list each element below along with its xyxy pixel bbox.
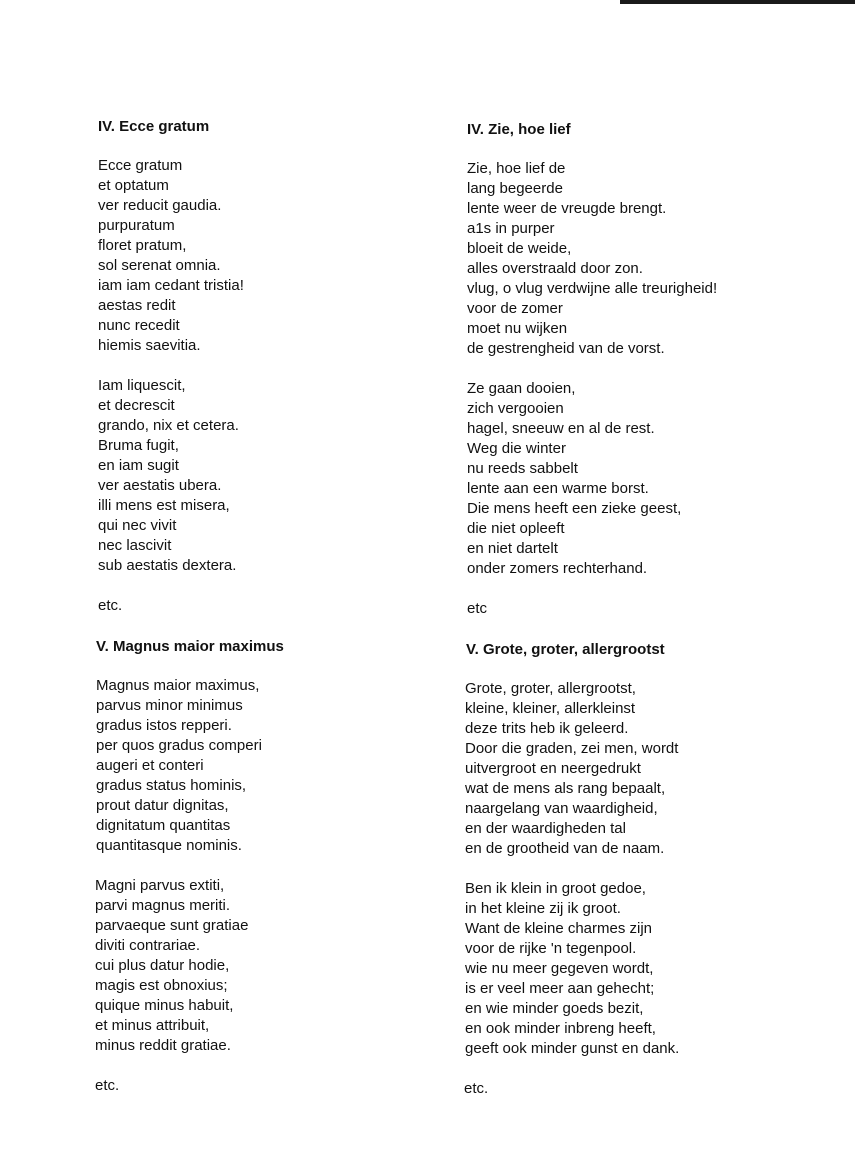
etc-label: etc. [95,1077,120,1094]
poem-line: naargelang van waardigheid, [465,800,658,817]
poem-line: vlug, o vlug verdwijne alle treurigheid! [467,280,718,297]
poem-line: en de grootheid van de naam. [465,840,665,857]
poem-line: is er veel meer aan gehecht; [465,980,655,997]
poem-line: cui plus datur hodie, [95,957,230,974]
stanza [98,156,244,356]
poem-line: illi mens est misera, [98,497,230,514]
poem-line: per quos gradus comperi [96,737,262,754]
poem-line: parvi magnus meriti. [95,897,231,914]
poem-line: Iam liquescit, [98,377,186,394]
poem-line: iam iam cedant tristia! [98,277,244,294]
poem-line: et decrescit [98,397,175,414]
poem-line: Magni parvus extiti, [95,877,225,894]
right-section-5 [466,640,665,660]
poem-line: en niet dartelt [467,540,558,557]
poem-line: a1s in purper [467,220,555,237]
section-title: V. Grote, groter, allergrootst [466,641,665,658]
poem-line: grando, nix et cetera. [98,417,239,434]
poem-line: magis est obnoxius; [95,977,228,994]
poem-line: en iam sugit [98,457,179,474]
poem-line: kleine, kleiner, allerkleinst [465,700,636,717]
poem-line: hiemis saevitia. [98,337,201,354]
poem-line: Magnus maior maximus, [96,677,260,694]
poem-line: Ben ik klein in groot gedoe, [465,880,646,897]
stanza [467,379,681,579]
stanza [465,679,678,859]
poem-line: Weg die winter [467,440,566,457]
stanza [98,376,239,576]
poem-line: voor de zomer [467,300,563,317]
poem-line: gradus status hominis, [96,777,247,794]
poem-line: floret pratum, [98,237,187,254]
stanza [96,676,262,856]
poem-line: nec lascivit [98,537,172,554]
poem-line: lang begeerde [467,180,563,197]
poem-line: onder zomers rechterhand. [467,560,648,577]
poem-line: dignitatum quantitas [96,817,231,834]
etc-label: etc. [98,597,123,614]
stanza [95,876,248,1056]
poem-line: ver reducit gaudia. [98,197,222,214]
poem-line: quique minus habuit, [95,997,234,1014]
etc-label: etc [467,600,488,617]
poem-line: lente aan een warme borst. [467,480,649,497]
poem-line: minus reddit gratiae. [95,1037,231,1054]
poem-line: diviti contrariae. [95,937,201,954]
left-section-4-stanza-1 [98,156,244,356]
poem-line: Zie, hoe lief de [467,160,566,177]
poem-line: die niet opleeft [467,520,565,537]
right-section-4 [467,120,571,140]
poem-line: purpuratum [98,217,175,234]
left-section-5 [96,637,284,657]
poem-line: quantitasque nominis. [96,837,242,854]
poem-line: aestas redit [98,297,176,314]
poem-line: sub aestatis dextera. [98,557,237,574]
section-title: IV. Ecce gratum [98,118,210,135]
poem-line: geeft ook minder gunst en dank. [465,1040,680,1057]
poem-line: Want de kleine charmes zijn [465,920,653,937]
poem-line: Ze gaan dooien, [467,380,576,397]
poem-line: lente weer de vreugde brengt. [467,200,667,217]
poem-line: wie nu meer gegeven wordt, [465,960,654,977]
poem-line: et minus attribuit, [95,1017,210,1034]
left-section-5-stanza-1 [96,676,262,856]
poem-line: et optatum [98,177,169,194]
poem-line: uitvergroot en neergedrukt [465,760,641,777]
poem-line: voor de rijke 'n tegenpool. [465,940,637,957]
poem-line: qui nec vivit [98,517,177,534]
poem-line: Ecce gratum [98,157,183,174]
poem-line: gradus istos repperi. [96,717,232,734]
poem-line: deze trits heb ik geleerd. [465,720,629,737]
right-section-5-stanza-1 [465,679,678,859]
poem-line: augeri et conteri [96,757,204,774]
stanza [465,879,679,1059]
poem-line: de gestrengheid van de vorst. [467,340,665,357]
poem-line: bloeit de weide, [467,240,572,257]
poem-line: parvus minor minimus [96,697,243,714]
left-section-4-stanza-2 [98,376,239,576]
poem-line: hagel, sneeuw en al de rest. [467,420,655,437]
etc-label: etc. [464,1080,489,1097]
left-section-5-stanza-2 [95,876,248,1056]
poem-line: Door die graden, zei men, wordt [465,740,679,757]
right-section-5-stanza-2 [465,879,679,1059]
poem-line: Grote, groter, allergrootst, [465,680,636,697]
poem-line: ver aestatis ubera. [98,477,222,494]
poem-line: nunc recedit [98,317,180,334]
poem-line: zich vergooien [467,400,564,417]
poem-line: sol serenat omnia. [98,257,221,274]
right-section-4-stanza-1 [467,159,717,359]
poem-line: prout datur dignitas, [96,797,229,814]
poem-line: moet nu wijken [467,320,568,337]
poem-line: Bruma fugit, [98,437,179,454]
poem-line: Die mens heeft een zieke geest, [467,500,682,517]
left-section-4 [98,117,209,137]
poem-line: nu reeds sabbelt [467,460,578,477]
poem-line: wat de mens als rang bepaalt, [465,780,666,797]
section-title: V. Magnus maior maximus [96,638,284,655]
right-section-4-stanza-2 [467,379,681,579]
stanza [467,159,717,359]
poem-line: alles overstraald door zon. [467,260,643,277]
poem-line: in het kleine zij ik groot. [465,900,621,917]
poem-line: parvaeque sunt gratiae [95,917,249,934]
poem-line: en ook minder inbreng heeft, [465,1020,656,1037]
poem-line: en wie minder goeds bezit, [465,1000,644,1017]
poem-line: en der waardigheden tal [465,820,626,837]
scan-edge-line [620,0,855,4]
section-title: IV. Zie, hoe lief [467,121,571,138]
